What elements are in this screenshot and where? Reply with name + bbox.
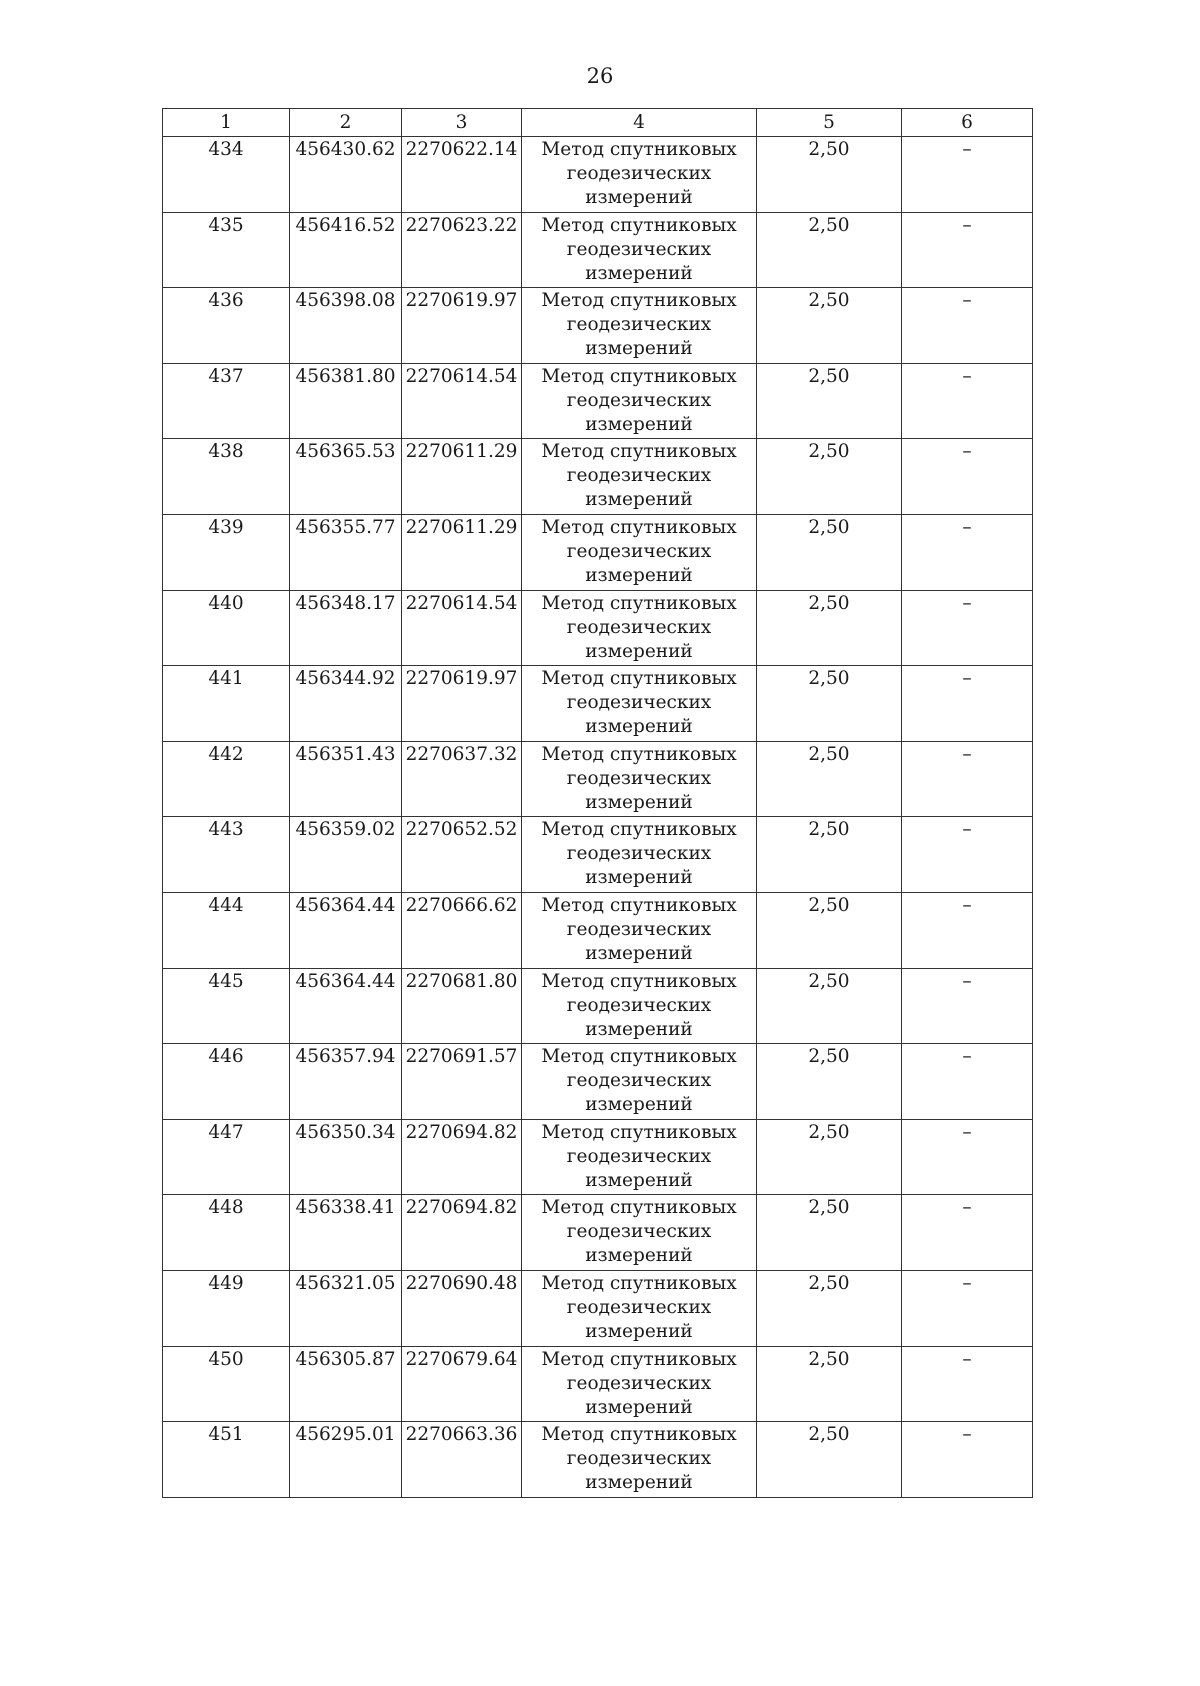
point-number-cell: 444 [163,892,290,968]
note-cell: – [902,817,1033,893]
table-row [163,590,1033,666]
table-row [163,1044,1033,1120]
table-row [163,1346,1033,1422]
note-cell: – [902,1119,1033,1195]
column-header: 3 [402,109,522,137]
point-number-cell: 448 [163,1195,290,1271]
coordinate-x-cell: 456338.41 [290,1195,402,1271]
point-number-cell: 434 [163,137,290,213]
coordinate-x-cell: 456365.53 [290,439,402,515]
table-row [163,892,1033,968]
coordinate-y-cell: 2270622.14 [402,137,522,213]
note-cell: – [902,666,1033,742]
table-row [163,666,1033,742]
coordinate-x-cell: 456364.44 [290,968,402,1044]
coordinate-x-cell: 456348.17 [290,590,402,666]
coordinate-y-cell: 2270694.82 [402,1195,522,1271]
note-cell: – [902,137,1033,213]
coordinate-x-cell: 456381.80 [290,363,402,439]
note-cell: – [902,741,1033,817]
table-row [163,741,1033,817]
accuracy-cell: 2,50 [757,1119,902,1195]
accuracy-cell: 2,50 [757,590,902,666]
point-number-cell: 437 [163,363,290,439]
method-cell: Метод спутниковых геодезических измерений [522,439,757,515]
coordinate-y-cell: 2270666.62 [402,892,522,968]
coordinate-y-cell: 2270611.29 [402,514,522,590]
column-header: 6 [902,109,1033,137]
column-header: 1 [163,109,290,137]
table-row [163,1270,1033,1346]
accuracy-cell: 2,50 [757,892,902,968]
point-number-cell: 440 [163,590,290,666]
point-number-cell: 449 [163,1270,290,1346]
accuracy-cell: 2,50 [757,741,902,817]
accuracy-cell: 2,50 [757,439,902,515]
note-cell: – [902,212,1033,288]
method-cell: Метод спутниковых геодезических измерений [522,288,757,364]
coordinate-x-cell: 456305.87 [290,1346,402,1422]
coordinate-x-cell: 456359.02 [290,817,402,893]
point-number-cell: 442 [163,741,290,817]
coordinate-x-cell: 456344.92 [290,666,402,742]
point-number-cell: 446 [163,1044,290,1120]
accuracy-cell: 2,50 [757,1044,902,1120]
accuracy-cell: 2,50 [757,1422,902,1498]
method-cell: Метод спутниковых геодезических измерений [522,590,757,666]
note-cell: – [902,439,1033,515]
coordinate-y-cell: 2270614.54 [402,363,522,439]
coordinate-x-cell: 456364.44 [290,892,402,968]
point-number-cell: 441 [163,666,290,742]
point-number-cell: 436 [163,288,290,364]
coordinate-y-cell: 2270679.64 [402,1346,522,1422]
table-row [163,288,1033,364]
method-cell: Метод спутниковых геодезических измерений [522,666,757,742]
coordinate-x-cell: 456351.43 [290,741,402,817]
method-cell: Метод спутниковых геодезических измерений [522,1195,757,1271]
page-number: 26 [586,64,614,88]
coordinate-y-cell: 2270637.32 [402,741,522,817]
accuracy-cell: 2,50 [757,1270,902,1346]
accuracy-cell: 2,50 [757,514,902,590]
coordinates-table [162,108,1033,1498]
method-cell: Метод спутниковых геодезических измерений [522,363,757,439]
coordinate-x-cell: 456350.34 [290,1119,402,1195]
note-cell: – [902,968,1033,1044]
coordinate-x-cell: 456416.52 [290,212,402,288]
note-cell: – [902,514,1033,590]
table-row [163,1195,1033,1271]
point-number-cell: 439 [163,514,290,590]
table-row [163,137,1033,213]
coordinate-x-cell: 456357.94 [290,1044,402,1120]
method-cell: Метод спутниковых геодезических измерений [522,137,757,213]
note-cell: – [902,1346,1033,1422]
point-number-cell: 451 [163,1422,290,1498]
coordinate-y-cell: 2270619.97 [402,288,522,364]
accuracy-cell: 2,50 [757,288,902,364]
point-number-cell: 450 [163,1346,290,1422]
table-row [163,817,1033,893]
table-row [163,439,1033,515]
point-number-cell: 447 [163,1119,290,1195]
coordinate-y-cell: 2270623.22 [402,212,522,288]
coordinate-y-cell: 2270694.82 [402,1119,522,1195]
note-cell: – [902,590,1033,666]
accuracy-cell: 2,50 [757,212,902,288]
method-cell: Метод спутниковых геодезических измерений [522,514,757,590]
method-cell: Метод спутниковых геодезических измерений [522,817,757,893]
coordinate-y-cell: 2270619.97 [402,666,522,742]
point-number-cell: 443 [163,817,290,893]
note-cell: – [902,892,1033,968]
accuracy-cell: 2,50 [757,1346,902,1422]
table-row [163,1119,1033,1195]
coordinate-y-cell: 2270690.48 [402,1270,522,1346]
accuracy-cell: 2,50 [757,666,902,742]
accuracy-cell: 2,50 [757,363,902,439]
accuracy-cell: 2,50 [757,817,902,893]
note-cell: – [902,1195,1033,1271]
point-number-cell: 438 [163,439,290,515]
accuracy-cell: 2,50 [757,968,902,1044]
point-number-cell: 445 [163,968,290,1044]
coordinate-y-cell: 2270652.52 [402,817,522,893]
coordinate-x-cell: 456398.08 [290,288,402,364]
table-header-row [163,109,1033,137]
table-row [163,363,1033,439]
method-cell: Метод спутниковых геодезических измерений [522,1044,757,1120]
table-row [163,968,1033,1044]
coordinate-x-cell: 456355.77 [290,514,402,590]
note-cell: – [902,1422,1033,1498]
coordinate-y-cell: 2270611.29 [402,439,522,515]
table-row [163,212,1033,288]
method-cell: Метод спутниковых геодезических измерений [522,1270,757,1346]
accuracy-cell: 2,50 [757,1195,902,1271]
method-cell: Метод спутниковых геодезических измерений [522,1346,757,1422]
coordinate-y-cell: 2270663.36 [402,1422,522,1498]
method-cell: Метод спутниковых геодезических измерений [522,741,757,817]
method-cell: Метод спутниковых геодезических измерений [522,1422,757,1498]
coordinate-x-cell: 456321.05 [290,1270,402,1346]
coordinate-y-cell: 2270691.57 [402,1044,522,1120]
method-cell: Метод спутниковых геодезических измерений [522,968,757,1044]
method-cell: Метод спутниковых геодезических измерений [522,1119,757,1195]
table-row [163,1422,1033,1498]
accuracy-cell: 2,50 [757,137,902,213]
coordinate-x-cell: 456430.62 [290,137,402,213]
coordinate-y-cell: 2270614.54 [402,590,522,666]
point-number-cell: 435 [163,212,290,288]
column-header: 5 [757,109,902,137]
coordinate-x-cell: 456295.01 [290,1422,402,1498]
table-row [163,514,1033,590]
note-cell: – [902,288,1033,364]
note-cell: – [902,1270,1033,1346]
method-cell: Метод спутниковых геодезических измерений [522,212,757,288]
column-header: 4 [522,109,757,137]
note-cell: – [902,1044,1033,1120]
column-header: 2 [290,109,402,137]
method-cell: Метод спутниковых геодезических измерений [522,892,757,968]
note-cell: – [902,363,1033,439]
coordinate-y-cell: 2270681.80 [402,968,522,1044]
